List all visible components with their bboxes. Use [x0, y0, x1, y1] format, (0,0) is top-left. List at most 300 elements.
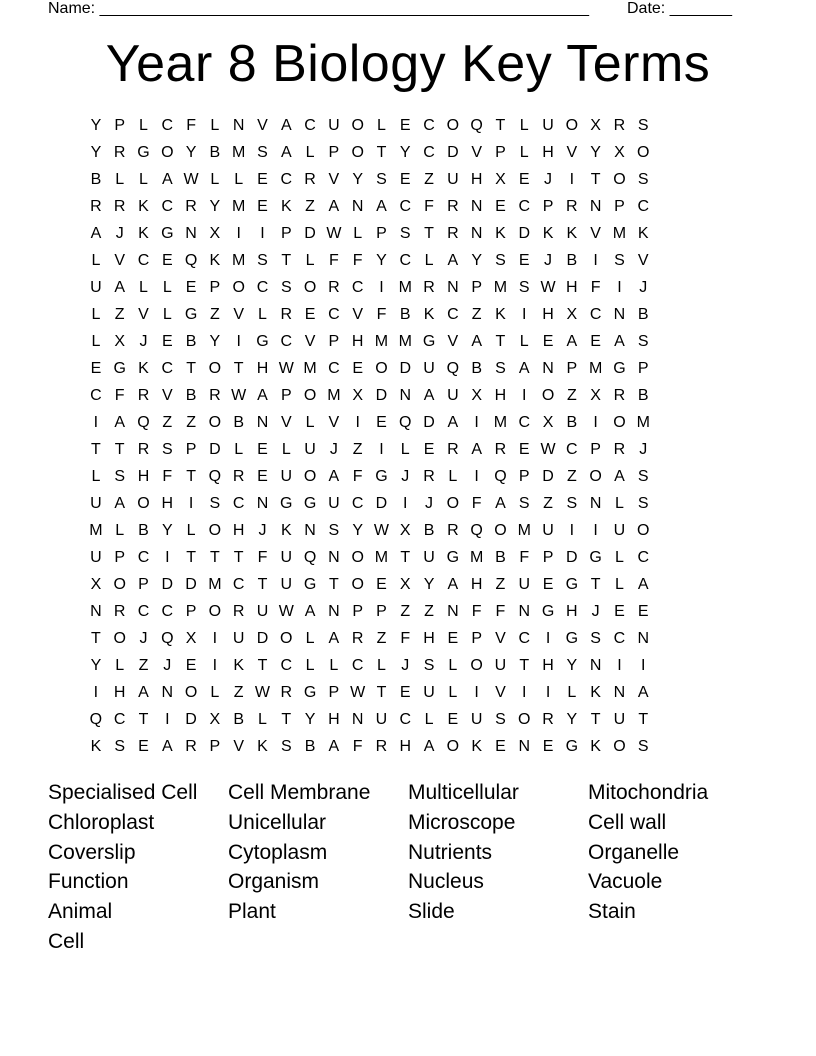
- grid-letter[interactable]: X: [209, 224, 221, 242]
- grid-letter[interactable]: S: [614, 251, 625, 269]
- grid-letter[interactable]: E: [399, 116, 411, 134]
- grid-letter[interactable]: V: [328, 170, 340, 188]
- grid-letter[interactable]: Q: [470, 521, 483, 539]
- grid-letter[interactable]: L: [305, 413, 315, 431]
- grid-letter[interactable]: I: [403, 494, 408, 512]
- grid-letter[interactable]: Z: [424, 170, 434, 188]
- grid-letter[interactable]: Z: [305, 197, 315, 215]
- grid-letter[interactable]: P: [542, 548, 554, 566]
- grid-letter[interactable]: U: [328, 494, 340, 512]
- grid-letter[interactable]: C: [232, 575, 245, 593]
- grid-letter[interactable]: B: [471, 359, 482, 377]
- grid-letter[interactable]: T: [590, 575, 601, 593]
- grid-letter[interactable]: G: [565, 575, 579, 593]
- grid-letter[interactable]: L: [305, 629, 315, 647]
- grid-letter[interactable]: R: [542, 710, 554, 728]
- grid-letter[interactable]: I: [522, 386, 527, 404]
- grid-letter[interactable]: A: [423, 737, 435, 755]
- grid-letter[interactable]: M: [493, 278, 508, 296]
- grid-letter[interactable]: R: [232, 602, 245, 620]
- grid-letter[interactable]: G: [446, 548, 460, 566]
- grid-letter[interactable]: R: [90, 197, 102, 215]
- grid-letter[interactable]: W: [540, 440, 556, 458]
- grid-letter[interactable]: C: [351, 656, 364, 674]
- grid-letter[interactable]: E: [447, 710, 459, 728]
- grid-letter[interactable]: U: [494, 656, 507, 674]
- grid-letter[interactable]: C: [447, 305, 459, 323]
- grid-letter[interactable]: N: [613, 683, 626, 701]
- grid-letter[interactable]: T: [257, 656, 268, 674]
- grid-letter[interactable]: K: [423, 305, 435, 323]
- grid-letter[interactable]: I: [474, 467, 479, 485]
- grid-letter[interactable]: Z: [566, 467, 577, 485]
- grid-letter[interactable]: K: [495, 305, 506, 323]
- grid-letter[interactable]: A: [376, 197, 387, 215]
- grid-letter[interactable]: R: [185, 197, 197, 215]
- grid-letter[interactable]: I: [641, 656, 646, 674]
- grid-letter[interactable]: M: [303, 359, 317, 377]
- grid-letter[interactable]: E: [518, 440, 530, 458]
- grid-letter[interactable]: K: [257, 737, 268, 755]
- grid-letter[interactable]: M: [588, 359, 603, 377]
- grid-letter[interactable]: I: [236, 224, 241, 242]
- grid-letter[interactable]: S: [161, 440, 173, 458]
- grid-letter[interactable]: B: [399, 305, 411, 323]
- grid-letter[interactable]: U: [256, 602, 269, 620]
- grid-letter[interactable]: T: [376, 683, 387, 701]
- grid-letter[interactable]: V: [447, 332, 459, 350]
- grid-letter[interactable]: L: [305, 251, 315, 269]
- grid-letter[interactable]: V: [233, 737, 245, 755]
- grid-letter[interactable]: N: [256, 494, 269, 512]
- grid-letter[interactable]: M: [232, 197, 246, 215]
- grid-letter[interactable]: O: [565, 116, 579, 134]
- grid-letter[interactable]: U: [280, 548, 293, 566]
- grid-letter[interactable]: D: [209, 440, 221, 458]
- grid-letter[interactable]: B: [566, 413, 578, 431]
- grid-letter[interactable]: U: [280, 575, 293, 593]
- grid-letter[interactable]: C: [518, 629, 531, 647]
- grid-letter[interactable]: J: [639, 278, 648, 296]
- grid-letter[interactable]: R: [113, 197, 126, 215]
- grid-letter[interactable]: V: [138, 305, 149, 323]
- grid-letter[interactable]: S: [114, 467, 126, 485]
- grid-letter[interactable]: D: [447, 143, 459, 161]
- grid-letter[interactable]: R: [447, 521, 459, 539]
- grid-letter[interactable]: A: [447, 575, 459, 593]
- grid-letter[interactable]: H: [137, 467, 150, 485]
- grid-letter[interactable]: R: [232, 467, 245, 485]
- grid-letter[interactable]: V: [328, 413, 340, 431]
- grid-letter[interactable]: T: [495, 332, 506, 350]
- grid-letter[interactable]: C: [351, 278, 364, 296]
- grid-letter[interactable]: P: [328, 143, 340, 161]
- grid-letter[interactable]: S: [566, 494, 578, 512]
- grid-letter[interactable]: D: [518, 224, 531, 242]
- grid-letter[interactable]: B: [185, 386, 197, 404]
- grid-letter[interactable]: L: [115, 521, 125, 539]
- grid-letter[interactable]: D: [399, 359, 412, 377]
- grid-letter[interactable]: Y: [352, 170, 363, 188]
- grid-letter[interactable]: E: [138, 737, 149, 755]
- grid-letter[interactable]: M: [208, 575, 222, 593]
- grid-letter[interactable]: Y: [90, 116, 102, 134]
- grid-letter[interactable]: F: [519, 548, 530, 566]
- name-blank[interactable]: _______________________________________________________: [99, 0, 589, 17]
- grid-letter[interactable]: E: [352, 359, 363, 377]
- grid-letter[interactable]: F: [114, 386, 125, 404]
- grid-letter[interactable]: M: [398, 278, 412, 296]
- grid-letter[interactable]: Y: [209, 332, 221, 350]
- grid-letter[interactable]: O: [208, 359, 222, 377]
- grid-letter[interactable]: P: [280, 224, 292, 242]
- grid-letter[interactable]: S: [495, 359, 506, 377]
- grid-letter[interactable]: N: [518, 602, 531, 620]
- grid-letter[interactable]: I: [593, 251, 598, 269]
- grid-letter[interactable]: A: [114, 413, 126, 431]
- grid-letter[interactable]: E: [518, 170, 530, 188]
- grid-letter[interactable]: S: [518, 278, 530, 296]
- grid-letter[interactable]: B: [637, 305, 649, 323]
- grid-letter[interactable]: L: [281, 440, 291, 458]
- grid-letter[interactable]: T: [328, 575, 339, 593]
- grid-letter[interactable]: T: [519, 656, 530, 674]
- grid-letter[interactable]: G: [375, 467, 388, 485]
- grid-letter[interactable]: P: [614, 197, 625, 215]
- grid-letter[interactable]: G: [184, 305, 198, 323]
- grid-letter[interactable]: L: [234, 440, 244, 458]
- grid-letter[interactable]: Y: [590, 143, 601, 161]
- grid-letter[interactable]: M: [89, 521, 103, 539]
- grid-letter[interactable]: H: [542, 143, 554, 161]
- grid-letter[interactable]: O: [613, 413, 626, 431]
- grid-letter[interactable]: L: [258, 305, 267, 323]
- grid-letter[interactable]: C: [304, 116, 316, 134]
- grid-letter[interactable]: T: [590, 710, 601, 728]
- grid-letter[interactable]: A: [114, 278, 126, 296]
- grid-letter[interactable]: K: [138, 224, 149, 242]
- grid-letter[interactable]: R: [423, 278, 435, 296]
- grid-letter[interactable]: O: [375, 359, 388, 377]
- grid-letter[interactable]: E: [161, 251, 173, 269]
- grid-letter[interactable]: V: [566, 143, 578, 161]
- grid-letter[interactable]: V: [471, 143, 482, 161]
- grid-letter[interactable]: S: [637, 116, 649, 134]
- grid-letter[interactable]: T: [186, 359, 196, 377]
- grid-letter[interactable]: E: [185, 656, 197, 674]
- grid-letter[interactable]: S: [637, 332, 649, 350]
- grid-letter[interactable]: D: [256, 629, 269, 647]
- grid-letter[interactable]: Y: [566, 656, 578, 674]
- grid-letter[interactable]: A: [637, 575, 649, 593]
- grid-letter[interactable]: T: [400, 548, 411, 566]
- grid-letter[interactable]: L: [305, 143, 315, 161]
- grid-letter[interactable]: I: [165, 710, 170, 728]
- grid-letter[interactable]: N: [613, 305, 626, 323]
- grid-letter[interactable]: A: [280, 143, 292, 161]
- grid-letter[interactable]: M: [327, 386, 341, 404]
- grid-letter[interactable]: N: [185, 224, 197, 242]
- grid-letter[interactable]: G: [113, 359, 126, 377]
- grid-letter[interactable]: C: [328, 305, 340, 323]
- grid-letter[interactable]: Y: [185, 143, 197, 161]
- grid-letter[interactable]: H: [566, 278, 578, 296]
- grid-letter[interactable]: Y: [90, 143, 102, 161]
- grid-letter[interactable]: O: [303, 386, 317, 404]
- grid-letter[interactable]: F: [257, 548, 268, 566]
- grid-letter[interactable]: U: [232, 629, 245, 647]
- grid-letter[interactable]: S: [114, 737, 126, 755]
- grid-letter[interactable]: M: [636, 413, 650, 431]
- grid-letter[interactable]: T: [590, 170, 601, 188]
- grid-letter[interactable]: I: [474, 683, 479, 701]
- grid-letter[interactable]: M: [469, 548, 484, 566]
- grid-letter[interactable]: D: [161, 575, 174, 593]
- grid-letter[interactable]: H: [470, 170, 483, 188]
- grid-letter[interactable]: L: [162, 305, 172, 323]
- grid-letter[interactable]: P: [566, 359, 578, 377]
- grid-letter[interactable]: J: [329, 440, 338, 458]
- grid-letter[interactable]: A: [90, 224, 102, 242]
- grid-letter[interactable]: I: [165, 548, 170, 566]
- grid-letter[interactable]: X: [114, 332, 126, 350]
- grid-letter[interactable]: T: [186, 548, 196, 566]
- grid-letter[interactable]: H: [542, 305, 554, 323]
- grid-letter[interactable]: R: [137, 386, 150, 404]
- grid-letter[interactable]: N: [90, 602, 102, 620]
- grid-letter[interactable]: P: [328, 332, 340, 350]
- grid-letter[interactable]: W: [350, 683, 366, 701]
- grid-letter[interactable]: C: [280, 332, 293, 350]
- grid-letter[interactable]: M: [374, 548, 389, 566]
- grid-letter[interactable]: Y: [566, 710, 578, 728]
- grid-letter[interactable]: Z: [209, 305, 220, 323]
- grid-letter[interactable]: R: [113, 602, 126, 620]
- grid-letter[interactable]: E: [637, 602, 649, 620]
- grid-letter[interactable]: D: [185, 710, 197, 728]
- grid-letter[interactable]: U: [447, 170, 459, 188]
- grid-letter[interactable]: U: [613, 521, 626, 539]
- grid-letter[interactable]: N: [447, 278, 459, 296]
- grid-letter[interactable]: O: [280, 629, 293, 647]
- grid-letter[interactable]: P: [185, 602, 197, 620]
- grid-letter[interactable]: D: [185, 575, 197, 593]
- grid-letter[interactable]: Y: [161, 521, 173, 539]
- grid-letter[interactable]: N: [518, 737, 531, 755]
- grid-letter[interactable]: I: [212, 629, 218, 647]
- grid-letter[interactable]: X: [542, 413, 554, 431]
- grid-letter[interactable]: I: [522, 683, 527, 701]
- grid-letter[interactable]: X: [495, 170, 506, 188]
- grid-letter[interactable]: S: [637, 494, 649, 512]
- grid-letter[interactable]: Y: [304, 710, 316, 728]
- grid-letter[interactable]: X: [399, 521, 411, 539]
- grid-letter[interactable]: O: [518, 710, 531, 728]
- grid-letter[interactable]: L: [614, 548, 624, 566]
- grid-letter[interactable]: O: [351, 575, 364, 593]
- grid-letter[interactable]: G: [161, 224, 174, 242]
- grid-letter[interactable]: L: [91, 251, 101, 269]
- grid-letter[interactable]: N: [542, 359, 554, 377]
- grid-letter[interactable]: L: [210, 683, 220, 701]
- grid-letter[interactable]: O: [184, 683, 198, 701]
- grid-letter[interactable]: C: [399, 710, 412, 728]
- grid-letter[interactable]: I: [93, 413, 99, 431]
- grid-letter[interactable]: D: [423, 413, 435, 431]
- grid-letter[interactable]: P: [542, 197, 554, 215]
- grid-letter[interactable]: U: [447, 386, 459, 404]
- grid-letter[interactable]: A: [423, 386, 435, 404]
- grid-letter[interactable]: O: [208, 413, 222, 431]
- grid-letter[interactable]: C: [566, 440, 578, 458]
- grid-letter[interactable]: B: [233, 413, 245, 431]
- grid-letter[interactable]: X: [185, 629, 197, 647]
- grid-letter[interactable]: K: [590, 683, 601, 701]
- grid-letter[interactable]: L: [91, 332, 101, 350]
- grid-letter[interactable]: F: [376, 305, 387, 323]
- grid-letter[interactable]: A: [328, 737, 340, 755]
- grid-letter[interactable]: C: [161, 116, 174, 134]
- grid-letter[interactable]: L: [234, 170, 244, 188]
- grid-letter[interactable]: T: [424, 224, 434, 242]
- grid-letter[interactable]: N: [304, 521, 316, 539]
- grid-letter[interactable]: P: [471, 278, 482, 296]
- grid-letter[interactable]: O: [494, 521, 507, 539]
- grid-letter[interactable]: R: [137, 440, 150, 458]
- grid-letter[interactable]: Z: [162, 413, 173, 431]
- grid-letter[interactable]: O: [637, 521, 650, 539]
- grid-letter[interactable]: Y: [399, 143, 411, 161]
- grid-letter[interactable]: Z: [566, 386, 577, 404]
- grid-letter[interactable]: G: [541, 602, 555, 620]
- grid-letter[interactable]: J: [425, 494, 434, 512]
- grid-letter[interactable]: L: [139, 170, 148, 188]
- grid-letter[interactable]: K: [138, 197, 149, 215]
- grid-letter[interactable]: I: [545, 683, 551, 701]
- grid-letter[interactable]: Q: [446, 359, 460, 377]
- grid-letter[interactable]: L: [614, 575, 624, 593]
- grid-letter[interactable]: E: [257, 197, 268, 215]
- grid-letter[interactable]: T: [209, 548, 220, 566]
- grid-letter[interactable]: C: [399, 251, 412, 269]
- grid-letter[interactable]: E: [542, 575, 554, 593]
- grid-letter[interactable]: Z: [114, 305, 125, 323]
- grid-letter[interactable]: S: [328, 521, 340, 539]
- grid-letter[interactable]: O: [303, 278, 317, 296]
- grid-letter[interactable]: D: [566, 548, 578, 566]
- grid-letter[interactable]: A: [280, 116, 292, 134]
- grid-letter[interactable]: L: [448, 656, 458, 674]
- grid-letter[interactable]: I: [593, 413, 598, 431]
- grid-letter[interactable]: T: [186, 467, 196, 485]
- grid-letter[interactable]: V: [637, 251, 649, 269]
- grid-letter[interactable]: E: [542, 737, 554, 755]
- grid-letter[interactable]: Q: [208, 467, 222, 485]
- grid-letter[interactable]: A: [566, 332, 578, 350]
- grid-letter[interactable]: I: [212, 656, 218, 674]
- grid-letter[interactable]: M: [517, 521, 531, 539]
- grid-letter[interactable]: R: [566, 197, 578, 215]
- grid-letter[interactable]: G: [565, 737, 579, 755]
- grid-letter[interactable]: O: [303, 467, 317, 485]
- grid-letter[interactable]: L: [519, 116, 529, 134]
- grid-letter[interactable]: B: [637, 386, 649, 404]
- grid-letter[interactable]: C: [423, 116, 435, 134]
- grid-letter[interactable]: O: [137, 494, 150, 512]
- grid-letter[interactable]: C: [328, 359, 340, 377]
- grid-letter[interactable]: C: [137, 548, 150, 566]
- grid-letter[interactable]: P: [185, 440, 197, 458]
- grid-letter[interactable]: K: [280, 197, 292, 215]
- grid-letter[interactable]: E: [257, 467, 268, 485]
- grid-letter[interactable]: X: [399, 575, 411, 593]
- grid-letter[interactable]: P: [328, 683, 340, 701]
- grid-letter[interactable]: Q: [161, 629, 174, 647]
- grid-letter[interactable]: K: [209, 251, 221, 269]
- grid-letter[interactable]: G: [422, 332, 436, 350]
- grid-letter[interactable]: V: [590, 224, 601, 242]
- grid-letter[interactable]: L: [210, 170, 220, 188]
- grid-letter[interactable]: U: [518, 575, 531, 593]
- grid-letter[interactable]: C: [423, 143, 435, 161]
- grid-letter[interactable]: W: [373, 521, 390, 539]
- grid-letter[interactable]: F: [471, 602, 482, 620]
- grid-letter[interactable]: L: [448, 467, 458, 485]
- grid-letter[interactable]: A: [257, 386, 268, 404]
- grid-letter[interactable]: E: [447, 629, 459, 647]
- grid-letter[interactable]: A: [614, 332, 625, 350]
- grid-letter[interactable]: H: [423, 629, 435, 647]
- grid-letter[interactable]: J: [401, 467, 410, 485]
- grid-letter[interactable]: Z: [400, 602, 411, 620]
- grid-letter[interactable]: O: [446, 737, 460, 755]
- grid-letter[interactable]: O: [637, 143, 650, 161]
- grid-letter[interactable]: Y: [376, 251, 387, 269]
- grid-letter[interactable]: E: [495, 197, 506, 215]
- grid-letter[interactable]: Z: [424, 602, 434, 620]
- grid-letter[interactable]: I: [379, 278, 384, 296]
- grid-letter[interactable]: A: [518, 359, 530, 377]
- grid-letter[interactable]: C: [90, 386, 102, 404]
- grid-letter[interactable]: D: [375, 494, 388, 512]
- grid-letter[interactable]: P: [590, 440, 601, 458]
- grid-letter[interactable]: J: [544, 170, 553, 188]
- grid-letter[interactable]: L: [162, 278, 172, 296]
- grid-letter[interactable]: T: [257, 575, 268, 593]
- grid-letter[interactable]: B: [209, 143, 221, 161]
- grid-letter[interactable]: C: [113, 710, 126, 728]
- grid-letter[interactable]: T: [91, 440, 101, 458]
- grid-letter[interactable]: V: [114, 251, 126, 269]
- grid-letter[interactable]: E: [542, 332, 554, 350]
- grid-letter[interactable]: O: [613, 737, 626, 755]
- grid-letter[interactable]: R: [113, 143, 126, 161]
- grid-letter[interactable]: D: [375, 386, 388, 404]
- grid-letter[interactable]: L: [377, 656, 386, 674]
- grid-letter[interactable]: F: [471, 494, 482, 512]
- grid-letter[interactable]: Z: [138, 656, 149, 674]
- grid-letter[interactable]: O: [589, 467, 602, 485]
- grid-letter[interactable]: E: [257, 170, 268, 188]
- grid-letter[interactable]: P: [209, 278, 221, 296]
- grid-letter[interactable]: U: [470, 710, 483, 728]
- grid-letter[interactable]: A: [637, 683, 649, 701]
- grid-letter[interactable]: F: [590, 278, 601, 296]
- grid-letter[interactable]: N: [232, 116, 245, 134]
- grid-letter[interactable]: V: [161, 386, 173, 404]
- grid-letter[interactable]: J: [115, 224, 124, 242]
- grid-letter[interactable]: O: [446, 116, 460, 134]
